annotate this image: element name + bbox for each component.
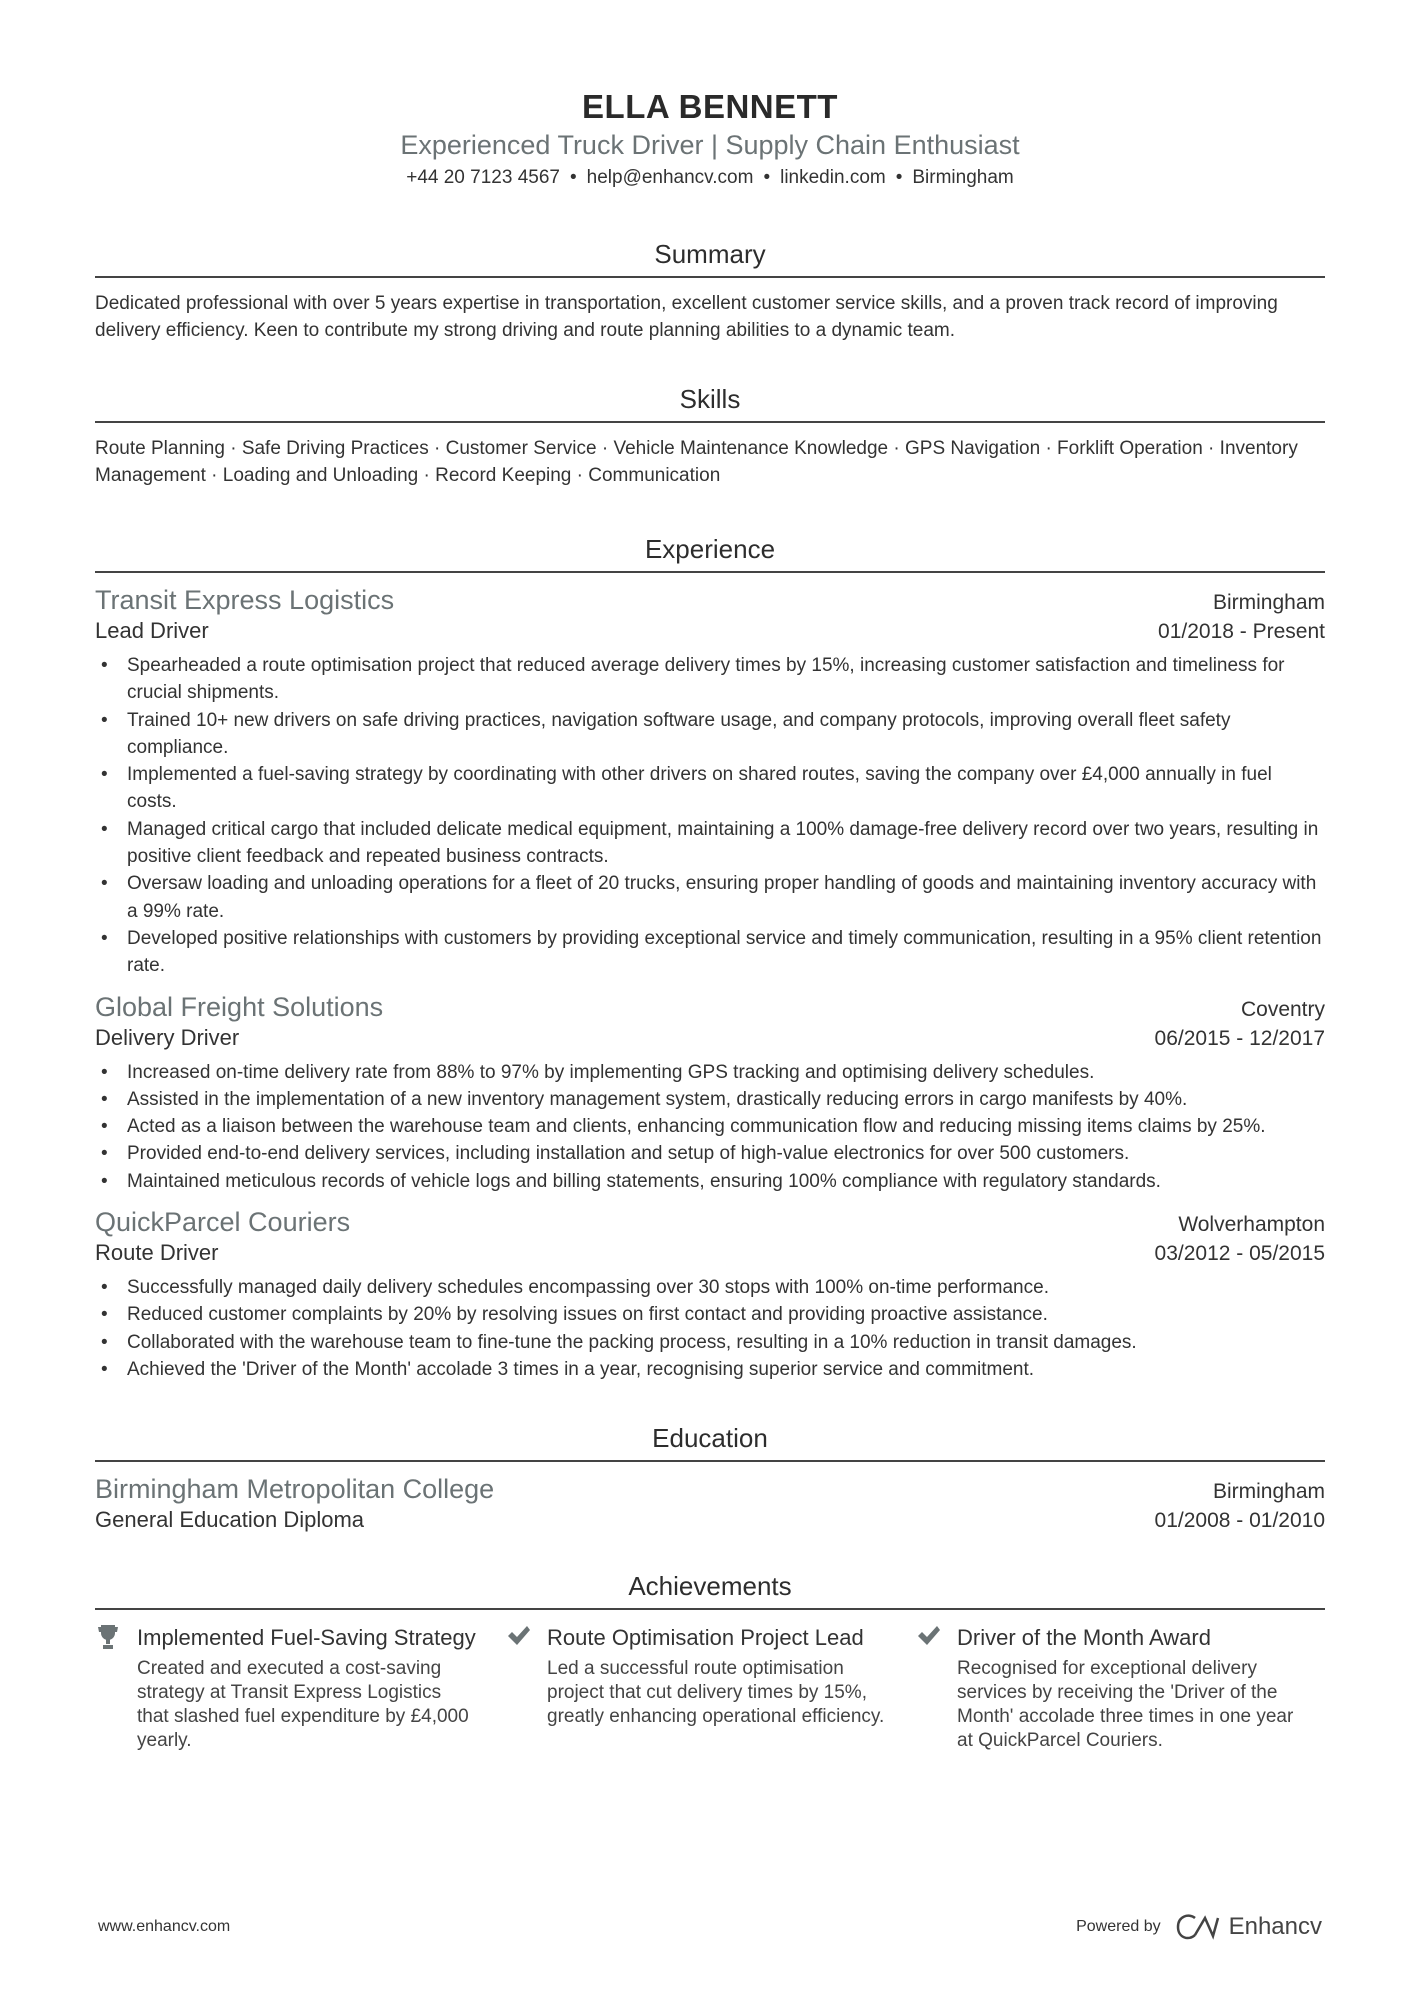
- section-heading: Summary: [95, 239, 1325, 278]
- bullet-item: • Acted as a liaison between the warehouse team and clients, enhancing communication flow and reducing missing items claims by 25%.: [95, 1113, 1325, 1140]
- section-heading: Education: [95, 1423, 1325, 1462]
- achievement-description: Recognised for exceptional delivery services by receiving the 'Driver of the Month' accolade three times in one year at QuickParcel Couriers.: [957, 1658, 1294, 1752]
- job-location: Coventry: [1240, 997, 1325, 1021]
- job-entry: [95, 1207, 1325, 1383]
- check-icon: [505, 1624, 547, 1753]
- experience-section: [95, 534, 1325, 1383]
- candidate-title: Experienced Truck Driver | Supply Chain Enthusiast: [400, 130, 1020, 160]
- education-section: [95, 1423, 1325, 1533]
- bullet-item: • Increased on-time delivery rate from 88% to 97% by implementing GPS tracking and optimising delivery schedules.: [95, 1059, 1325, 1086]
- job-bullets: [95, 652, 1325, 980]
- bullet-item: • Trained 10+ new drivers on safe driving practices, navigation software usage, and company protocols, improving overall fleet safety compliance.: [95, 707, 1325, 762]
- company-name: Global Freight Solutions: [95, 991, 384, 1022]
- linkedin[interactable]: linkedin.com: [780, 167, 886, 188]
- location: Birmingham: [912, 167, 1014, 188]
- bullet-item: • Collaborated with the warehouse team to fine-tune the packing process, resulting in a 10% reduction in transit damages.: [95, 1329, 1325, 1356]
- degree: General Education Diploma: [95, 1507, 365, 1533]
- bullet-item: • Oversaw loading and unloading operations for a fleet of 20 trucks, ensuring proper handling of goods and maintaining inventory accuracy with a 99% rate.: [95, 870, 1325, 925]
- check-icon: [915, 1624, 957, 1753]
- bullet-item: • Implemented a fuel-saving strategy by coordinating with other drivers on shared routes, saving the company over £4,000 annually in fuel costs.: [95, 761, 1325, 816]
- section-heading: Skills: [95, 384, 1325, 423]
- resume: [95, 0, 1325, 1753]
- job-bullets: [95, 1059, 1325, 1195]
- company-name: Transit Express Logistics: [95, 585, 395, 615]
- email[interactable]: help@enhancv.com: [586, 167, 754, 188]
- bullet-item: • Reduced customer complaints by 20% by resolving issues on first contact and providing proactive assistance.: [95, 1301, 1325, 1328]
- footer: [98, 1913, 1322, 1941]
- achievement-title: Implemented Fuel-Saving Strategy: [137, 1625, 476, 1651]
- school-location: Birmingham: [1212, 1480, 1325, 1504]
- contact-line: +44 20 7123 4567 • help@enhancv.com • linkedin.com • Birmingham: [406, 167, 1014, 188]
- job-entry: [95, 992, 1325, 1195]
- trophy-icon: [95, 1624, 137, 1753]
- achievement-item: [915, 1624, 1325, 1753]
- job-role: Delivery Driver: [95, 1024, 240, 1050]
- job-role: Lead Driver: [95, 618, 209, 643]
- summary-section: [95, 239, 1325, 344]
- powered-by: Powered by: [1076, 1918, 1161, 1935]
- achievement-description: Created and executed a cost-saving strategy at Transit Express Logistics that slashed fuel expenditure by £4,000 yearly.: [137, 1658, 469, 1752]
- bullet-item: • Developed positive relationships with customers by providing exceptional service and timely communication, resulting in a 95% client retention rate.: [95, 925, 1325, 980]
- enhancv-logo-icon: [1175, 1914, 1221, 1940]
- section-heading: Achievements: [95, 1571, 1325, 1610]
- summary-text: Dedicated professional with over 5 years expertise in transportation, excellent customer service skills, and a proven track record of improving delivery efficiency. Keen to contribute my strong driving and route planning abilities to a dynamic team.: [95, 293, 1278, 341]
- job-bullets: [95, 1274, 1325, 1383]
- achievement-title: Driver of the Month Award: [957, 1625, 1211, 1651]
- job-location: Birmingham: [1212, 591, 1325, 614]
- section-heading: Experience: [95, 534, 1325, 573]
- company-name: QuickParcel Couriers: [95, 1207, 351, 1238]
- bullet-item: • Assisted in the implementation of a new inventory management system, drastically reducing errors in cargo manifests by 40%.: [95, 1086, 1325, 1113]
- website-link[interactable]: www.enhancv.com: [98, 1918, 231, 1935]
- phone: +44 20 7123 4567: [406, 167, 560, 188]
- achievements-section: [95, 1571, 1325, 1753]
- job-dates: 01/2018 - Present: [1158, 620, 1325, 643]
- achievement-description: Led a successful route optimisation project that cut delivery times by 15%, greatly enhancing operational efficiency.: [547, 1658, 885, 1728]
- bullet-item: • Provided end-to-end delivery services, including installation and setup of high-value electronics for over 500 customers.: [95, 1140, 1325, 1167]
- job-location: Wolverhampton: [1178, 1213, 1325, 1237]
- bullet-item: • Spearheaded a route optimisation project that reduced average delivery times by 15%, increasing customer satisfaction and timeliness for crucial shipments.: [95, 652, 1325, 707]
- skills-text: Route Planning · Safe Driving Practices · Customer Service · Vehicle Maintenance Knowledge · GPS Navigation · Forklift Operation · Inventory Management · Loading and Unloading · Record Keeping · Communication: [95, 438, 1298, 486]
- education-dates: 01/2008 - 01/2010: [1154, 1509, 1325, 1533]
- skills-section: [95, 384, 1325, 489]
- bullet-item: • Managed critical cargo that included delicate medical equipment, maintaining a 100% damage-free delivery record over two years, resulting in positive client feedback and repeated business contracts.: [95, 816, 1325, 871]
- achievement-title: Route Optimisation Project Lead: [547, 1625, 864, 1651]
- job-dates: 06/2015 - 12/2017: [1154, 1026, 1325, 1050]
- bullet-item: • Successfully managed daily delivery schedules encompassing over 30 stops with 100% on-time performance.: [95, 1274, 1325, 1301]
- enhancv-logo: Enhancv: [1175, 1913, 1322, 1941]
- achievement-item: [95, 1624, 505, 1753]
- job-entry: [95, 585, 1325, 980]
- candidate-name: ELLA BENNETT: [582, 88, 838, 125]
- bullet-item: • Achieved the 'Driver of the Month' accolade 3 times in a year, recognising superior service and commitment.: [95, 1356, 1325, 1383]
- achievement-item: [505, 1624, 915, 1753]
- job-dates: 03/2012 - 05/2015: [1154, 1242, 1325, 1266]
- bullet-item: • Maintained meticulous records of vehicle logs and billing statements, ensuring 100% compliance with regulatory standards.: [95, 1168, 1325, 1195]
- school-name: Birmingham Metropolitan College: [95, 1474, 495, 1505]
- job-role: Route Driver: [95, 1240, 219, 1266]
